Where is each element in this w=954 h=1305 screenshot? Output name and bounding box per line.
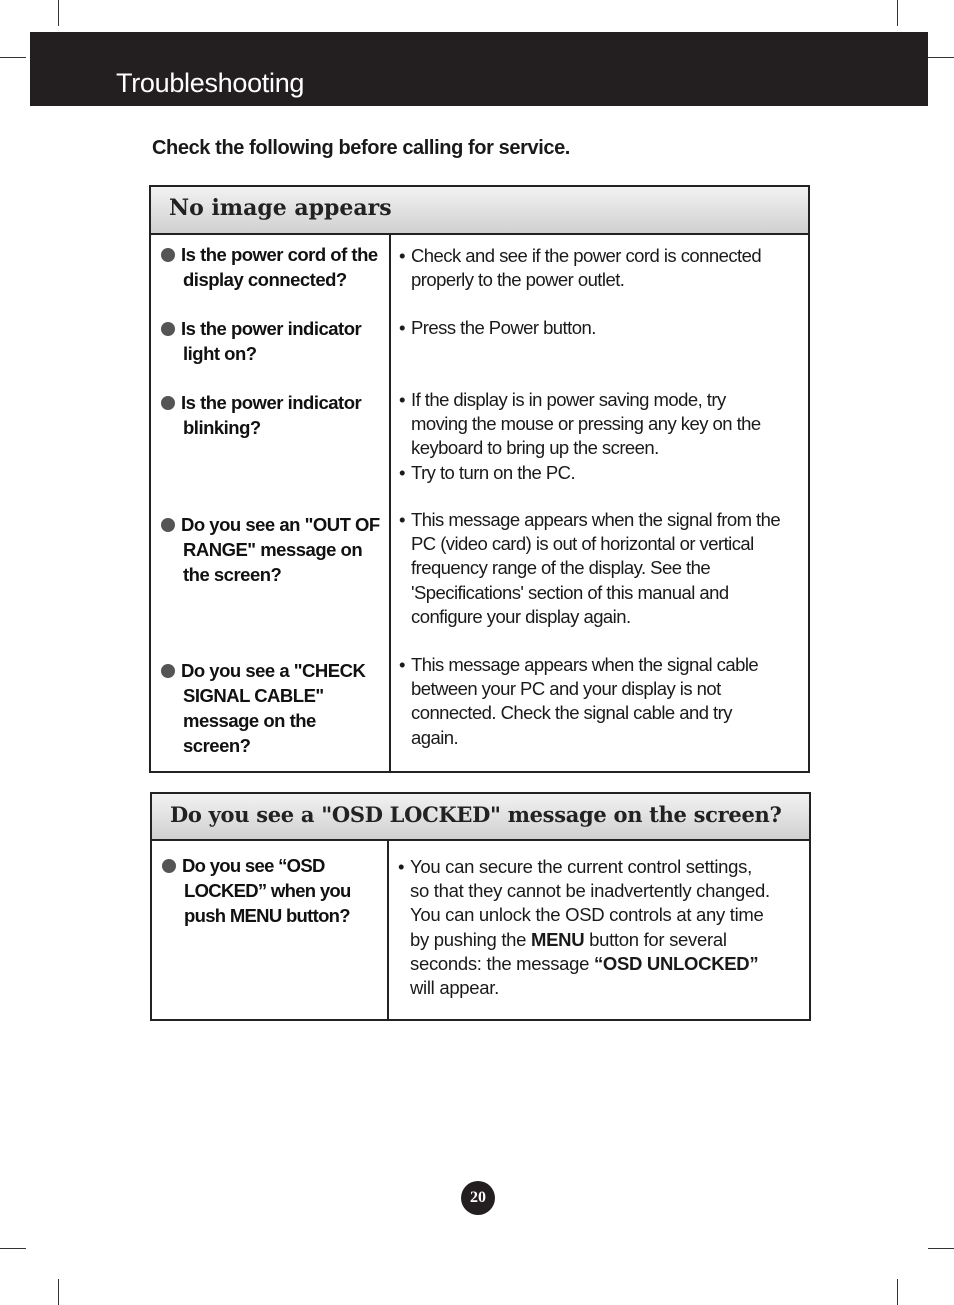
crop-mark	[928, 57, 954, 58]
bullet-dot-icon	[161, 518, 175, 532]
question-out-of-range: Do you see an "OUT OF RANGE" message on the screen?	[161, 512, 380, 587]
question-osd-locked: Do you see “OSD LOCKED” when you push MENU button?	[162, 853, 351, 928]
crop-mark	[58, 1279, 59, 1305]
bullet-dot-icon	[161, 322, 175, 336]
header-bar	[30, 32, 928, 106]
section-heading	[151, 187, 808, 235]
crop-mark	[58, 0, 59, 26]
section-heading-text: No image appears	[169, 195, 392, 221]
answer-power-indicator: • Press the Power button.	[399, 317, 596, 338]
bullet-dot-icon	[161, 664, 175, 678]
page-number: 20	[461, 1181, 495, 1215]
question-power-indicator: Is the power indicator light on?	[161, 316, 361, 366]
bullet-dot-icon	[161, 248, 175, 262]
answer-osd-locked: • You can secure the current control settings, so that they cannot be inadvertently changed. You can unlock the OSD controls at any time by pushing the MENU button for several seconds: the message “OSD UNLOCKED” will appear.	[398, 856, 770, 999]
answer-power-cord: • Check and see if the power cord is connected properly to the power outlet.	[399, 245, 762, 291]
question-indicator-blinking: Is the power indicator blinking?	[161, 390, 361, 440]
page-title: Troubleshooting	[116, 68, 305, 98]
no-image-table	[149, 185, 810, 773]
intro-text: Check the following before calling for service.	[152, 137, 570, 159]
answer-out-of-range: • This message appears when the signal from the PC (video card) is out of horizontal or vertical frequency range of the display. See the 'Specifications' section of this manual and configure your display again.	[399, 509, 781, 627]
question-power-cord: Is the power cord of the display connected?	[161, 242, 378, 292]
crop-mark	[897, 0, 898, 26]
answer-check-signal-cable: • This message appears when the signal cable between your PC and your display is not connected. Check the signal cable and try again.	[399, 654, 759, 748]
crop-mark	[0, 1248, 26, 1249]
bullet-dot-icon	[162, 859, 176, 873]
section-heading-text: Do you see a "OSD LOCKED" message on the screen?	[170, 802, 782, 827]
crop-mark	[897, 1279, 898, 1305]
section-heading	[152, 794, 809, 841]
bullet-dot-icon	[161, 396, 175, 410]
column-divider	[389, 233, 391, 773]
osd-locked-table	[150, 792, 811, 1021]
question-check-signal-cable: Do you see a "CHECK SIGNAL CABLE" message on the screen?	[161, 658, 365, 758]
column-divider	[387, 839, 389, 1021]
crop-mark	[0, 57, 26, 58]
crop-mark	[928, 1248, 954, 1249]
answer-indicator-blinking: • If the display is in power saving mode, try moving the mouse or pressing any key on the keyboard to bring up the screen. • Try to turn on the PC.	[399, 389, 761, 483]
